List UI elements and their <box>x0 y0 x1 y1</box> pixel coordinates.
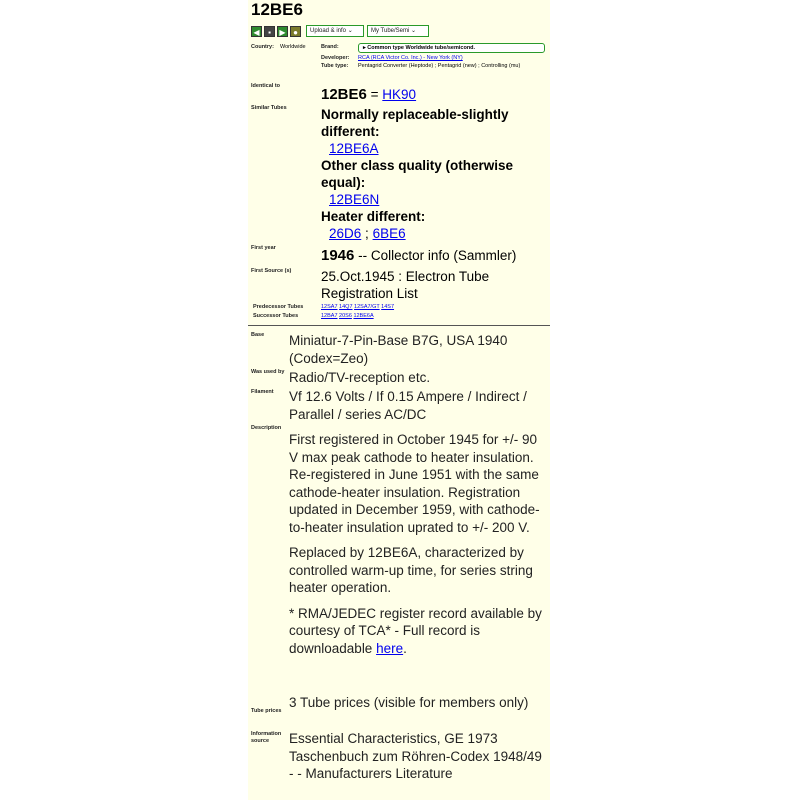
first-year-label: First year <box>251 245 276 251</box>
chevron-down-icon: ⌄ <box>411 28 417 34</box>
country-value: Worldwide <box>280 44 306 50</box>
similar-label: Similar Tubes <box>251 105 287 111</box>
predecessor-links <box>321 304 394 311</box>
brand-select[interactable]: ▸ Common type Worldwide tube/semicond. <box>358 43 545 53</box>
similar-heading-heater: Heater different: <box>321 209 426 224</box>
description-record-end: . <box>403 640 407 656</box>
country-label: Country: <box>251 44 274 50</box>
toolbar <box>251 24 429 38</box>
camera-icon[interactable]: ● <box>290 26 301 37</box>
similar-link-26d6[interactable]: 26D6 <box>329 226 362 241</box>
identical-row <box>321 86 416 103</box>
predecessor-link[interactable]: 14Q7 <box>339 304 353 310</box>
identical-link-hk90[interactable]: HK90 <box>382 87 417 102</box>
identical-label: Identical to <box>251 83 281 89</box>
description-text <box>289 431 547 657</box>
similar-link-12be6a[interactable]: 12BE6A <box>329 141 379 156</box>
upload-info-label: Upload & info <box>310 28 347 34</box>
base-label: Base <box>251 332 265 338</box>
tube-type-label: Tube type: <box>321 63 349 69</box>
info-source-manufacturer: - - Manufacturers Literature <box>289 766 453 781</box>
successor-link[interactable]: 12BA7 <box>321 313 338 319</box>
developer-label: Developer: <box>321 55 350 61</box>
description-paragraph-1: First registered in October 1945 for +/- 90 V max peak cathode to heater insulation. Re-registered in June 1951 with the same cathode-heater insulation. Registration updated in December 1959, with cathode-to-heater insulation uprated to +/- 200 V. <box>289 432 540 535</box>
successor-label: Successor Tubes <box>253 313 299 319</box>
equals-sign: = <box>370 87 379 102</box>
tube-type-value: Pentagrid Converter (Heptode) ; Pentagrid (new) ; Controlling (mu) <box>358 63 521 69</box>
similar-link-12be6n[interactable]: 12BE6N <box>329 192 380 207</box>
description-paragraph-2: Replaced by 12BE6A, characterized by controlled warm-up time, for series string heater operation. <box>289 545 533 595</box>
predecessor-link[interactable]: 14S7 <box>381 304 395 310</box>
first-year-row <box>321 247 516 264</box>
next-icon[interactable]: ▶ <box>277 26 288 37</box>
brand-label: Brand: <box>321 44 339 50</box>
info-source-text <box>289 730 547 783</box>
download-here-link[interactable]: here <box>376 640 404 656</box>
base-value: Miniatur-7-Pin-Base B7G, USA 1940 (Codex=Zeo) <box>289 333 508 366</box>
similar-heading-replaceable: Normally replaceable-slightly different: <box>321 107 509 139</box>
description-label: Description <box>251 425 282 431</box>
description-record-text: * RMA/JEDEC register record available by courtesy of TCA* - Full record is downloadable <box>289 605 542 656</box>
filament-label: Filament <box>251 389 274 395</box>
predecessor-link[interactable]: 12SA7 <box>321 304 338 310</box>
my-tube-select[interactable] <box>367 25 429 37</box>
similar-separator: ; <box>365 226 369 241</box>
page-title: 12BE6 <box>251 0 303 19</box>
similar-list <box>321 106 547 242</box>
developer-link[interactable]: RCA (RCA Victor Co. Inc.) - New York (NY) <box>358 55 463 61</box>
similar-heading-other-class: Other class quality (otherwise equal): <box>321 158 514 190</box>
successor-links <box>321 313 374 320</box>
predecessor-link[interactable]: 12SA7/GT <box>354 304 380 310</box>
first-source-value: 25.Oct.1945 : Electron Tube Registration List <box>321 269 490 301</box>
prices-value: 3 Tube prices (visible for members only) <box>289 695 529 710</box>
similar-link-6be6[interactable]: 6BE6 <box>372 226 406 241</box>
tube-page <box>248 0 550 800</box>
predecessor-label: Predecessor Tubes <box>253 304 304 310</box>
my-tube-label: My Tube/Semi <box>371 28 410 34</box>
filament-value: Vf 12.6 Volts / If 0.15 Ampere / Indirect / Parallel / series AC/DC <box>289 389 527 422</box>
chevron-down-icon: ⌄ <box>347 28 353 34</box>
identical-name: 12BE6 <box>321 86 367 103</box>
prices-label: Tube prices <box>251 708 282 714</box>
successor-link[interactable]: 12BE6A <box>353 313 374 319</box>
used-by-value: Radio/TV-reception etc. <box>289 370 431 385</box>
first-year-note: -- Collector info (Sammler) <box>358 248 517 263</box>
info-icon[interactable]: ▪ <box>264 26 275 37</box>
divider <box>248 325 550 326</box>
info-source-value: Essential Characteristics, GE 1973 Taschenbuch zum Röhren-Codex 1948/49 <box>289 731 542 764</box>
first-year-value: 1946 <box>321 247 355 264</box>
brand-value: Common type Worldwide tube/semicond. <box>367 45 476 51</box>
info-source-label: Information source <box>251 731 282 744</box>
prev-icon[interactable]: ◀ <box>251 26 262 37</box>
used-by-label: Was used by <box>251 369 285 375</box>
description-paragraph-3 <box>289 605 547 658</box>
upload-info-select[interactable] <box>306 25 364 37</box>
successor-link[interactable]: 20S6 <box>339 313 352 319</box>
first-source-label: First Source (s) <box>251 268 292 274</box>
